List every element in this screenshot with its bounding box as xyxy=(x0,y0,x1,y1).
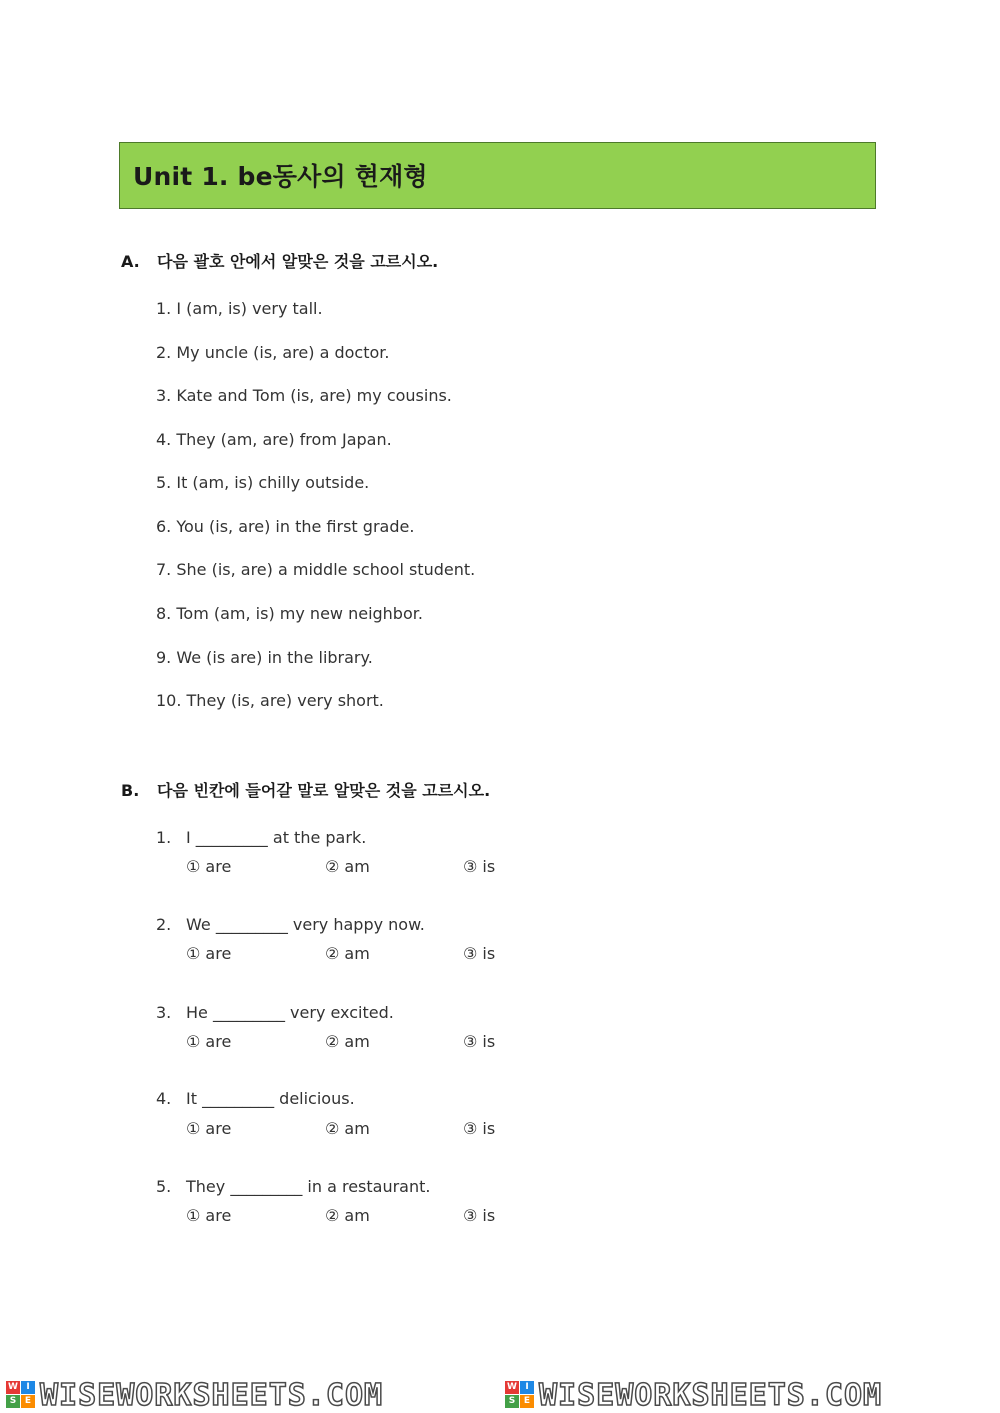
option-is: ③ is xyxy=(463,1032,496,1051)
list-item: 5. It (am, is) chilly outside. xyxy=(156,473,370,492)
brand-text: WISEWORKSHEETS.COM xyxy=(539,1378,883,1413)
question-text: It _________ delicious. xyxy=(186,1089,355,1108)
question-number: 3. xyxy=(156,1003,172,1022)
option-is: ③ is xyxy=(463,857,496,876)
logo-letter: W xyxy=(6,1381,20,1394)
option-are: ① are xyxy=(186,944,232,963)
option-is: ③ is xyxy=(463,1206,496,1225)
list-item: 8. Tom (am, is) my new neighbor. xyxy=(156,604,423,623)
page-title: Unit 1. be동사의 현재형 xyxy=(133,162,428,191)
logo-letter: W xyxy=(505,1381,519,1394)
logo-letter: I xyxy=(21,1381,35,1394)
section-a-letter: A. xyxy=(121,252,140,271)
wise-logo-icon xyxy=(505,1381,535,1409)
section-b-heading xyxy=(121,778,490,801)
logo-letter: I xyxy=(520,1381,534,1394)
logo-letter: S xyxy=(505,1395,519,1408)
option-are: ① are xyxy=(186,1206,232,1225)
question-number: 2. xyxy=(156,915,172,934)
question-number: 5. xyxy=(156,1177,172,1196)
footer-watermark xyxy=(0,1376,1000,1413)
question-5 xyxy=(156,1177,430,1196)
list-item: 7. She (is, are) a middle school student. xyxy=(156,560,476,579)
question-text: I _________ at the park. xyxy=(186,828,367,847)
list-item: 4. They (am, are) from Japan. xyxy=(156,430,392,449)
option-are: ① are xyxy=(186,857,232,876)
wise-logo-icon xyxy=(6,1381,36,1409)
section-a-instruction: 다음 괄호 안에서 알맞은 것을 고르시오. xyxy=(157,252,439,271)
option-am: ② am xyxy=(325,1119,370,1138)
section-a-heading xyxy=(121,249,438,272)
list-item: 6. You (is, are) in the first grade. xyxy=(156,517,415,536)
section-b-letter: B. xyxy=(121,781,140,800)
list-item: 10. They (is, are) very short. xyxy=(156,691,384,710)
question-3 xyxy=(156,1003,394,1022)
question-1 xyxy=(156,828,366,847)
list-item: 2. My uncle (is, are) a doctor. xyxy=(156,343,390,362)
list-item: 1. I (am, is) very tall. xyxy=(156,299,323,318)
question-4 xyxy=(156,1089,355,1108)
logo-letter: E xyxy=(520,1395,534,1408)
option-is: ③ is xyxy=(463,1119,496,1138)
option-are: ① are xyxy=(186,1032,232,1051)
logo-letter: E xyxy=(21,1395,35,1408)
question-text: He _________ very excited. xyxy=(186,1003,394,1022)
question-number: 4. xyxy=(156,1089,172,1108)
option-am: ② am xyxy=(325,1206,370,1225)
question-text: They _________ in a restaurant. xyxy=(186,1177,431,1196)
list-item: 9. We (is are) in the library. xyxy=(156,648,373,667)
option-am: ② am xyxy=(325,944,370,963)
section-b-instruction: 다음 빈칸에 들어갈 말로 알맞은 것을 고르시오. xyxy=(157,781,491,800)
question-2 xyxy=(156,915,425,934)
question-text: We _________ very happy now. xyxy=(186,915,425,934)
logo-letter: S xyxy=(6,1395,20,1408)
brand-text: WISEWORKSHEETS.COM xyxy=(40,1378,384,1413)
list-item: 3. Kate and Tom (is, are) my cousins. xyxy=(156,386,452,405)
unit-title-box xyxy=(119,142,876,209)
option-is: ③ is xyxy=(463,944,496,963)
option-are: ① are xyxy=(186,1119,232,1138)
question-number: 1. xyxy=(156,828,172,847)
option-am: ② am xyxy=(325,1032,370,1051)
option-am: ② am xyxy=(325,857,370,876)
